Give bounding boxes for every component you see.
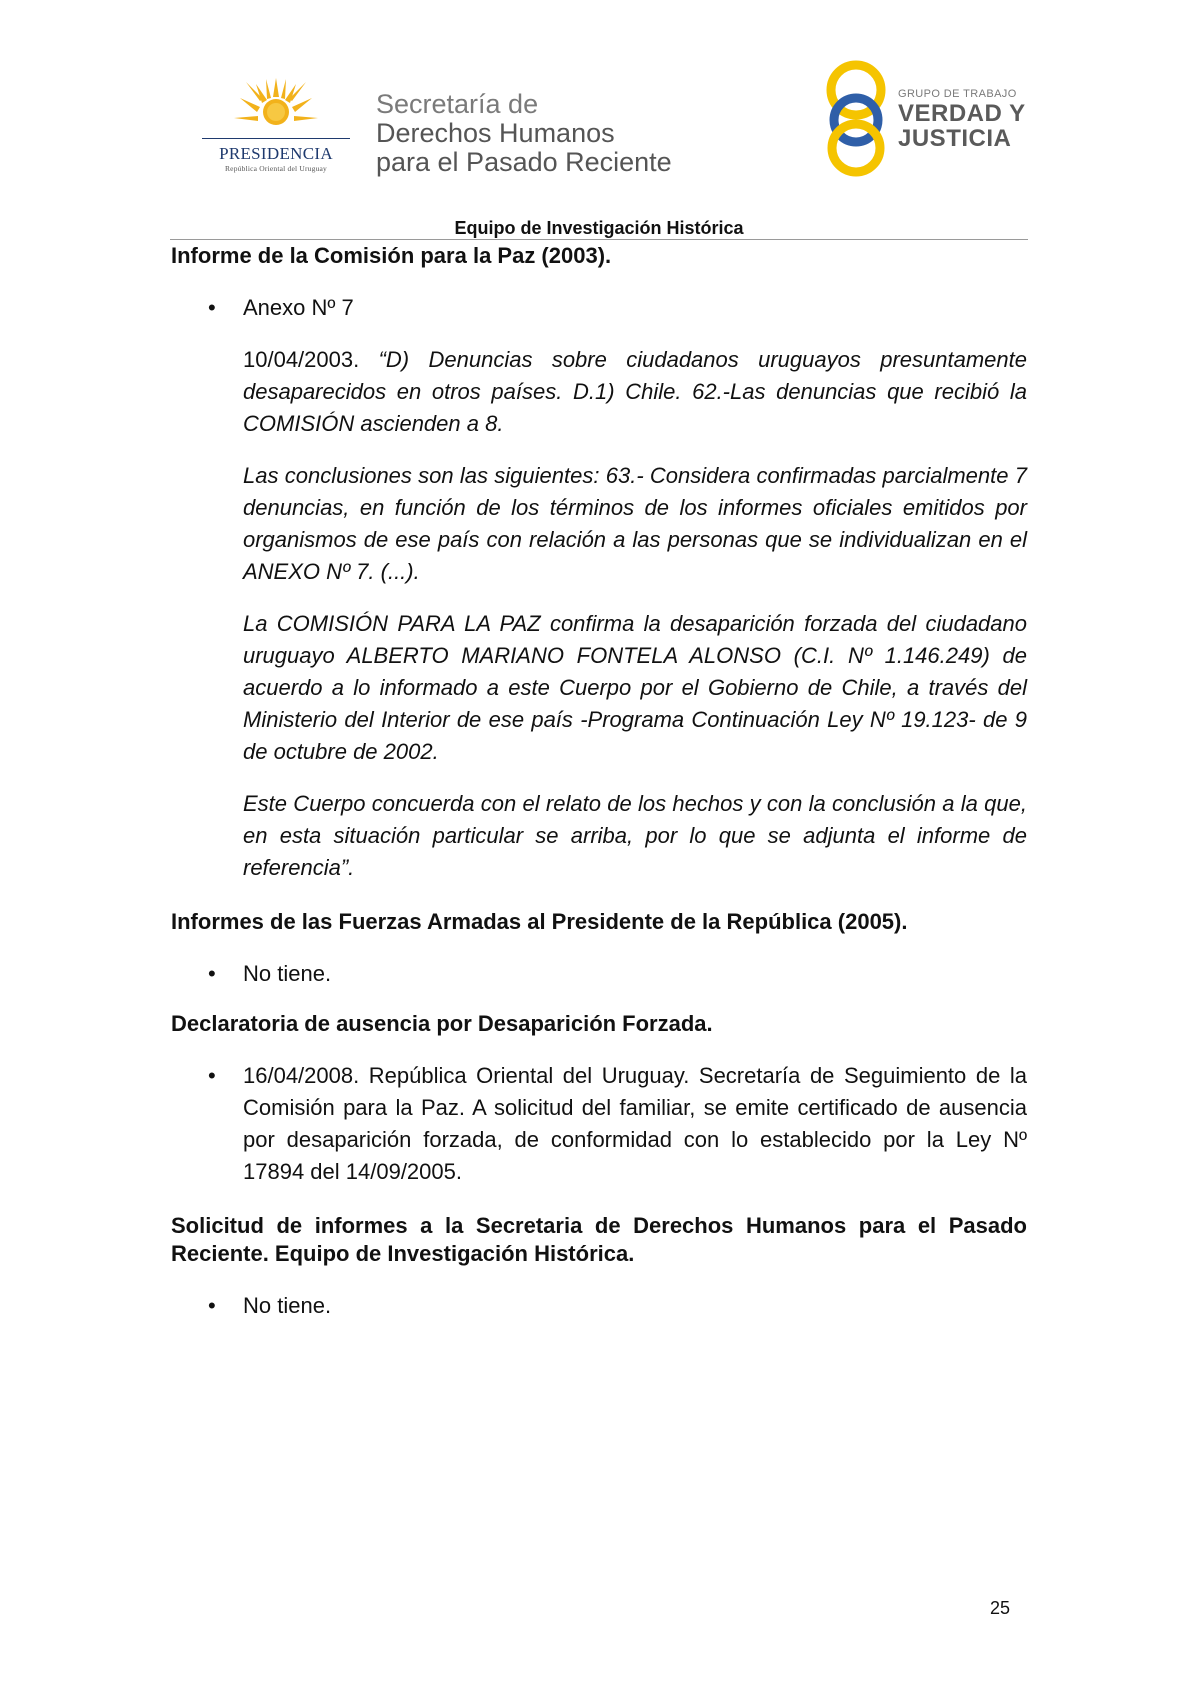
- bullet-icon: •: [208, 1063, 216, 1088]
- paragraph-denuncias: [171, 344, 1027, 440]
- section-heading-fuerzas-armadas: Informes de las Fuerzas Armadas al Presidente de la República (2005).: [171, 909, 908, 934]
- sun-icon: [234, 78, 318, 138]
- bullet-item-no-tiene-2: [171, 1290, 1027, 1322]
- section-heading-solicitud: Solicitud de informes a la Secretaria de Derechos Humanos para el Pasado Reciente. Equipo de Investigación Histórica.: [171, 1213, 1027, 1266]
- bullet-text: No tiene.: [243, 1293, 332, 1318]
- presidencia-subtitle: República Oriental del Uruguay: [224, 164, 327, 173]
- bullet-text: Anexo Nº 7: [243, 295, 354, 320]
- bullet-item-anexo: [171, 292, 1027, 324]
- bullet-item-no-tiene-1: [171, 958, 1027, 990]
- grupo-line-1: VERDAD Y: [898, 100, 1026, 127]
- paragraph-quote: “D) Denuncias sobre ciudadanos uruguayos presuntamente desaparecidos en otros países. D.1) Chile. 62.-Las denuncias que recibió la COMISIÓN ascienden a 8.: [243, 347, 1027, 436]
- grupo-label: GRUPO DE TRABAJO: [898, 88, 1017, 100]
- secretaria-title: [376, 90, 672, 177]
- verdad-justicia-logo: [820, 56, 1030, 180]
- bullet-icon: •: [208, 295, 216, 320]
- page-number: 25: [990, 1598, 1011, 1618]
- secretaria-line-2: Derechos Humanos: [376, 118, 615, 148]
- paragraph-date: 10/04/2003.: [243, 347, 379, 372]
- secretaria-line-1: Secretaría de: [376, 89, 539, 119]
- presidencia-logo: [196, 78, 356, 178]
- section-heading-comision-paz: Informe de la Comisión para la Paz (2003).: [171, 243, 612, 268]
- bullet-icon: •: [208, 1293, 216, 1318]
- bullet-text: 16/04/2008. República Oriental del Uruguay. Secretaría de Seguimiento de la Comisión para la Paz. A solicitud del familiar, se emite certificado de ausencia por desaparición forzada, de conformidad con lo establecido por la Ley Nº 17894 del 14/09/2005.: [243, 1063, 1027, 1184]
- paragraph-concordancia: Este Cuerpo concuerda con el relato de los hechos y con la conclusión a la que, en esta situación particular se arriba, por lo que se adjunta el informe de referencia”.: [243, 791, 1027, 880]
- linked-rings-icon: [820, 56, 900, 180]
- paragraph-conclusiones: Las conclusiones son las siguientes: 63.- Considera confirmadas parcialmente 7 denuncias, en función de los términos de los informes oficiales emitidos por organismos de ese país con relación a las personas que se individualizan en el ANEXO Nº 7. (...).: [243, 463, 1027, 584]
- bullet-item-certificado: [171, 1060, 1027, 1188]
- grupo-line-2: JUSTICIA: [898, 125, 1012, 152]
- header-rule: [170, 239, 1028, 240]
- paragraph-confirmacion: La COMISIÓN PARA LA PAZ confirma la desaparición forzada del ciudadano uruguayo ALBERTO MARIANO FONTELA ALONSO (C.I. Nº 1.146.249) de acuerdo a lo informado a este Cuerpo por el Gobierno de Chile, a través del Ministerio del Interior de ese país -Programa Continuación Ley Nº 19.123- de 9 de octubre de 2002.: [243, 611, 1027, 764]
- presidencia-name: PRESIDENCIA: [219, 144, 333, 163]
- section-heading-declaratoria: Declaratoria de ausencia por Desaparición Forzada.: [171, 1011, 713, 1036]
- document-body: [171, 242, 1027, 1322]
- bullet-text: No tiene.: [243, 961, 332, 986]
- running-head: Equipo de Investigación Histórica: [454, 218, 744, 238]
- secretaria-line-3: para el Pasado Reciente: [376, 147, 672, 177]
- presidencia-rule: [202, 138, 350, 139]
- bullet-icon: •: [208, 961, 216, 986]
